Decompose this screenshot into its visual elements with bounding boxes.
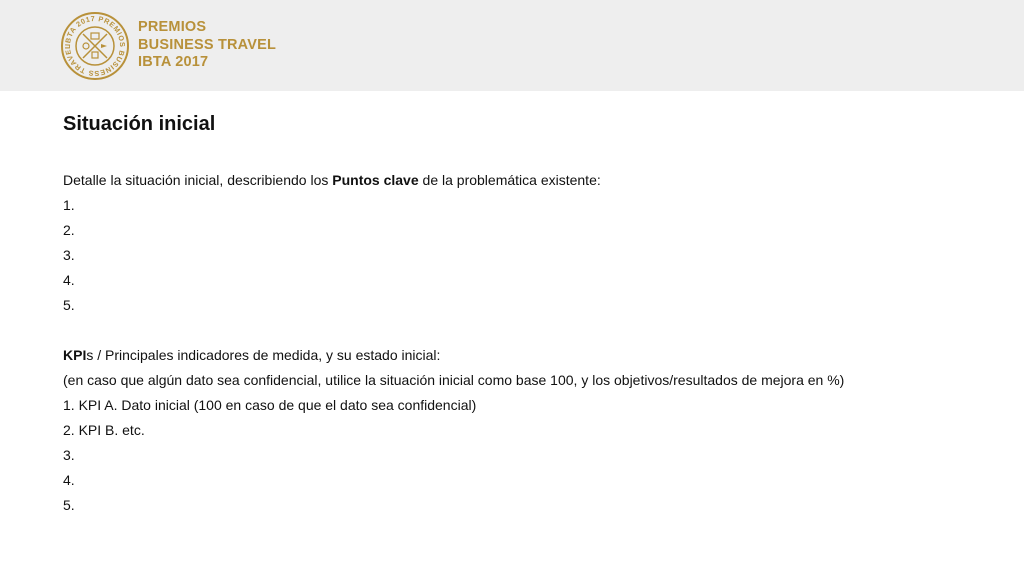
key-point-5: 5.: [63, 297, 75, 313]
header-banner: [0, 0, 1024, 91]
kpi-item-5: 5.: [63, 497, 75, 513]
kpi-item-1: 1. KPI A. Dato inicial (100 en caso de que el dato sea confidencial): [63, 397, 477, 413]
brand-line-1: PREMIOS: [138, 19, 207, 35]
kpi-note: (en caso que algún dato sea confidencial, utilice la situación inicial como base 100, y los objetivos/resultados de mejora en %): [63, 372, 845, 388]
key-point-4: 4.: [63, 272, 75, 288]
page-title: Situación inicial: [63, 113, 216, 135]
kpi-item-3: 3.: [63, 447, 75, 463]
kpi-item-4: 4.: [63, 472, 75, 488]
brand-wordmark: [138, 19, 276, 72]
key-point-3: 3.: [63, 247, 75, 263]
ibta-seal-logo: [60, 11, 130, 81]
brand-line-3: IBTA 2017: [138, 54, 209, 70]
intro-text: Detalle la situación inicial, describiendo los Puntos clave de la problemática existente:: [63, 172, 601, 188]
brand-line-2: BUSINESS TRAVEL: [138, 36, 277, 53]
kpi-item-2: 2. KPI B. etc.: [63, 422, 145, 438]
seal-ring-text: IBTA 2017 PREMIOS BUSINESS TRAVEL: [62, 13, 128, 79]
kpi-heading: KPIs / Principales indicadores de medida, y su estado inicial:: [63, 347, 441, 363]
key-point-2: 2.: [63, 222, 75, 238]
key-point-1: 1.: [63, 197, 75, 213]
